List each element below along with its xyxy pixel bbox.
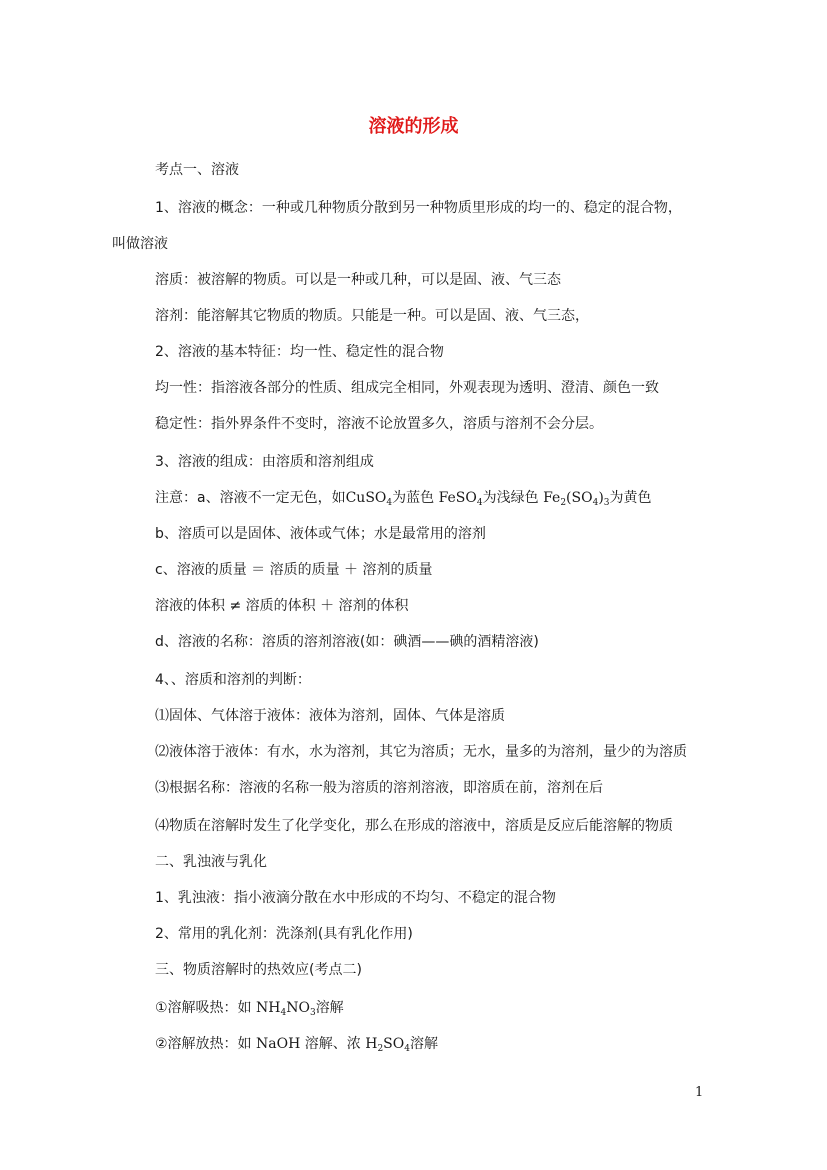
paragraph-line: ⑵液体溶于液体：有水，水为溶剂，其它为溶质；无水，量多的为溶剂，量少的为溶质 — [155, 744, 687, 760]
formula-cuso4: CuSO$_4$ — [345, 490, 393, 508]
paragraph-line: b、溶质可以是固体、液体或气体；水是最常用的溶剂 — [155, 526, 486, 542]
text-run: ①溶解吸热：如 — [155, 1000, 257, 1016]
paragraph-line: 叫做溶液 — [112, 236, 168, 252]
text-run: 溶解、浓 — [300, 1036, 366, 1052]
paragraph-line: d、溶液的名称：溶质的溶剂溶液(如：碘酒——碘的酒精溶液) — [155, 634, 539, 650]
section-heading: 二、乳浊液与乳化 — [155, 854, 267, 870]
formula-feso4: FeSO$_4$ — [438, 490, 483, 508]
text-run: 注意：a、溶液不一定无色，如 — [155, 490, 346, 506]
formula-h2so4: $H_2SO_4$ — [365, 1036, 410, 1054]
paragraph-line: 溶液的体积 ≠ 溶质的体积 ＋ 溶剂的体积 — [155, 598, 409, 614]
page-number: 1 — [695, 1085, 704, 1100]
formula-naoh: NaOH — [256, 1036, 301, 1052]
section-heading: 考点一、溶液 — [155, 162, 239, 178]
text-run: 为蓝色 — [392, 490, 439, 506]
paragraph-line-formulas — [155, 998, 344, 1023]
paragraph-line: 2、常用的乳化剂：洗涤剂(具有乳化作用) — [155, 926, 413, 942]
paragraph-line: 溶剂：能溶解其它物质的物质。只能是一种。可以是固、液、气三态， — [155, 308, 589, 324]
paragraph-line: 1、溶液的概念：一种或几种物质分散到另一种物质里形成的均一的、稳定的混合物， — [155, 200, 682, 216]
paragraph-line: ⑶根据名称：溶液的名称一般为溶质的溶剂溶液，即溶质在前，溶剂在后 — [155, 780, 603, 796]
paragraph-line: 溶质：被溶解的物质。可以是一种或几种，可以是固、液、气三态 — [155, 272, 561, 288]
section-heading: 三、物质溶解时的热效应(考点二) — [155, 962, 362, 978]
paragraph-line: 4、、溶质和溶剂的判断： — [155, 672, 311, 688]
paragraph-line: 均一性：指溶液各部分的性质、组成完全相同，外观表现为透明、澄清、颜色一致 — [155, 380, 659, 396]
text-run: 溶解 — [315, 1000, 344, 1016]
paragraph-line: 稳定性：指外界条件不变时，溶液不论放置多久，溶质与溶剂不会分层。 — [155, 416, 603, 432]
document-title: 溶液的形成 — [368, 116, 459, 137]
paragraph-line-formulas — [155, 1034, 438, 1059]
paragraph-line: ⑴固体、气体溶于液体：液体为溶剂，固体、气体是溶质 — [155, 708, 505, 724]
text-run: ②溶解放热：如 — [155, 1036, 257, 1052]
paragraph-line: c、溶液的质量 ＝ 溶质的质量 ＋ 溶剂的质量 — [155, 562, 433, 578]
paragraph-line: 2、溶液的基本特征：均一性、稳定性的混合物 — [155, 344, 444, 360]
formula-nh4no3: $NH_4NO_3$ — [256, 1000, 316, 1018]
text-run: 溶解 — [409, 1036, 438, 1052]
paragraph-line: 1、乳浊液：指小液滴分散在水中形成的不均匀、不稳定的混合物 — [155, 890, 556, 906]
paragraph-line: 3、溶液的组成：由溶质和溶剂组成 — [155, 454, 374, 470]
formula-fe2so43: $Fe_2(SO_4)_3$ — [543, 490, 610, 508]
text-run: 为浅绿色 — [482, 490, 544, 506]
paragraph-line-formulas — [155, 488, 652, 513]
text-run: 为黄色 — [609, 490, 652, 506]
paragraph-line: ⑷物质在溶解时发生了化学变化，那么在形成的溶液中，溶质是反应后能溶解的物质 — [155, 818, 673, 834]
